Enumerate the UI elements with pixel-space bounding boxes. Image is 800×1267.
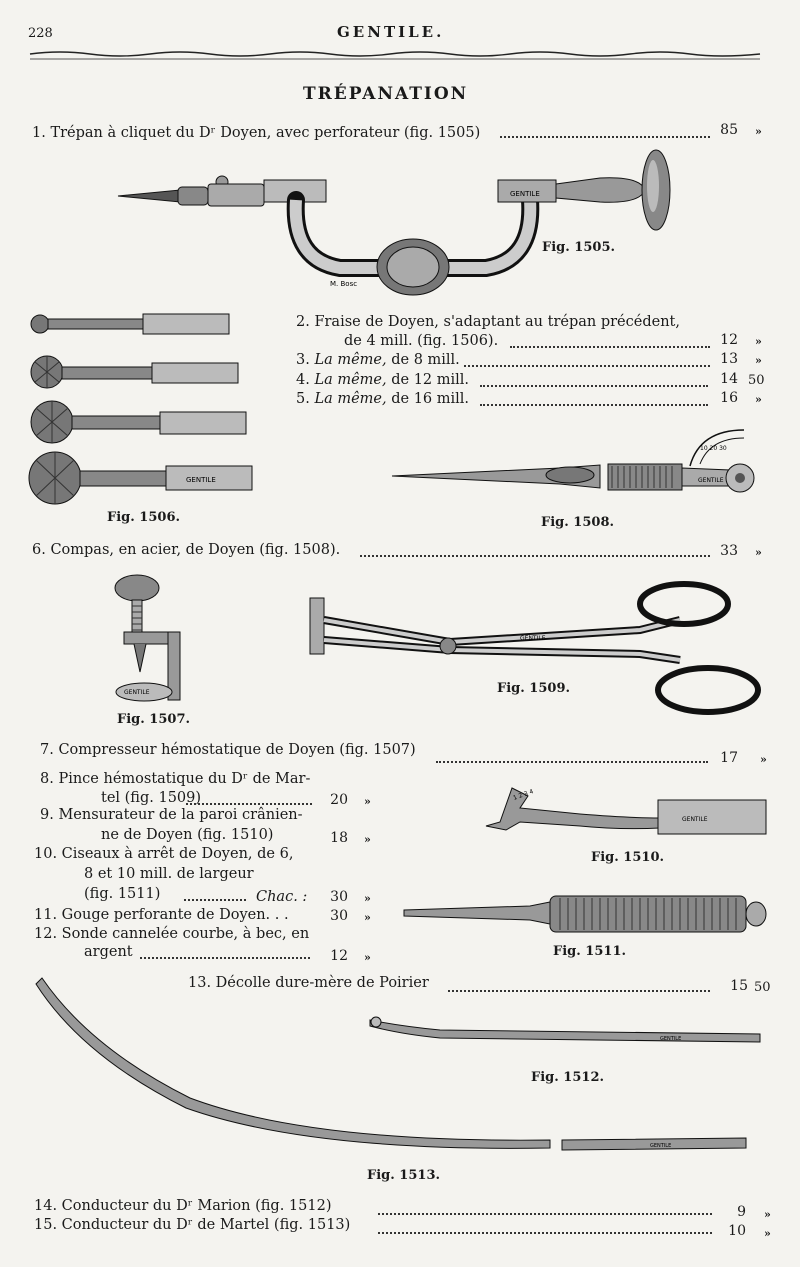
item-6-price: 33 (720, 543, 738, 559)
forceps-illustration (300, 580, 780, 720)
item-15-price: 10 (728, 1223, 746, 1239)
gouge-illustration (400, 890, 780, 940)
caption-fig-1508: Fig. 1508. (541, 515, 615, 530)
leader-dots (140, 957, 310, 959)
leader-dots (436, 761, 708, 763)
caption-fig-1510: Fig. 1510. (591, 850, 665, 865)
measurer-illustration (480, 778, 780, 848)
item-9-line1: 9. Mensurateur de la paroi crânien- (40, 807, 303, 823)
item-7-text: 7. Compresseur hémostatique de Doyen (fig. 1507) (40, 742, 416, 758)
item-1-price: 85 (720, 122, 738, 138)
item-7-cents: » (760, 753, 767, 766)
item-15-cents: » (764, 1227, 771, 1240)
item-12-cents: » (364, 951, 371, 964)
item-13-cents: 50 (754, 980, 771, 995)
item-8-cents: » (364, 795, 371, 808)
item-10-chac: Chac. : (256, 889, 308, 905)
leader-dots (480, 385, 708, 387)
item-12-line2: argent (84, 944, 133, 960)
svg-text:10 20 30: 10 20 30 (700, 445, 727, 452)
caption-fig-1505: Fig. 1505. (542, 240, 616, 255)
leader-dots (360, 555, 710, 557)
item-8-line2: tel (fig. 1509) (101, 790, 202, 806)
martel-conductor-illustration (30, 968, 790, 1158)
item-2-price: 12 (720, 332, 738, 348)
caption-fig-1509: Fig. 1509. (497, 681, 571, 696)
item-11-cents: » (364, 911, 371, 924)
compressor-illustration (100, 570, 240, 720)
svg-text:GENTILE: GENTILE (682, 816, 708, 823)
item-14-price: 9 (737, 1204, 746, 1220)
item-12-line1: 12. Sonde cannelée courbe, à bec, en (34, 926, 310, 942)
item-10-line2: 8 et 10 mill. de largeur (84, 866, 254, 882)
item-14-cents: » (764, 1208, 771, 1221)
item-1-cents: » (755, 125, 762, 138)
caption-fig-1513: Fig. 1513. (367, 1168, 441, 1183)
item-3-price: 13 (720, 351, 738, 367)
item-15-text: 15. Conducteur du Dʳ de Martel (fig. 1513) (34, 1217, 351, 1233)
item-7-price: 17 (720, 750, 738, 766)
leader-dots (464, 365, 710, 367)
item-4-cents: 50 (748, 373, 765, 388)
item-5-line: 5. La même, de 16 mill. (296, 391, 470, 407)
leader-dots (378, 1232, 712, 1234)
item-10-cents: » (364, 892, 371, 905)
item-11-price: 30 (330, 908, 348, 924)
item-2-cents: » (755, 335, 762, 348)
artist-signature: M. Bosc (330, 280, 358, 288)
item-9-price: 18 (330, 830, 348, 846)
section-title: TRÉPANATION (303, 84, 469, 104)
item-5-price: 16 (720, 390, 738, 406)
leader-dots (184, 899, 246, 901)
item-9-cents: » (364, 833, 371, 846)
item-8-line1: 8. Pince hémostatique du Dʳ de Mar- (40, 771, 311, 787)
gentile-mark: GENTILE (510, 190, 540, 198)
item-13-text: 13. Décolle dure-mère de Poirier (188, 975, 429, 991)
item-4-line: 4. La même, de 12 mill. (296, 372, 470, 388)
item-3-line: 3. La même, de 8 mill. (296, 352, 460, 368)
svg-text:GENTILE: GENTILE (650, 1143, 672, 1149)
caption-fig-1511: Fig. 1511. (553, 944, 627, 959)
item-9-line2: ne de Doyen (fig. 1510) (101, 827, 274, 843)
item-2-line2: de 4 mill. (fig. 1506). (344, 333, 499, 349)
item-14-text: 14. Conducteur du Dʳ Marion (fig. 1512) (34, 1198, 332, 1214)
leader-dots (480, 404, 708, 406)
svg-text:GENTILE: GENTILE (186, 476, 216, 484)
item-1-text: 1. Trépan à cliquet du Dʳ Doyen, avec perforateur (fig. 1505) (32, 125, 481, 141)
svg-text:GENTILE: GENTILE (660, 1036, 682, 1042)
svg-text:1 2 3 4: 1 2 3 4 (512, 788, 535, 802)
header-rule (0, 48, 800, 68)
leader-dots (378, 1213, 712, 1215)
item-10-price: 30 (330, 889, 348, 905)
item-10-line1: 10. Ciseaux à arrêt de Doyen, de 6, (34, 846, 294, 862)
item-10-line3: (fig. 1511) (84, 886, 161, 902)
item-13-price: 15 (730, 978, 748, 994)
item-6-cents: » (755, 546, 762, 559)
svg-text:GENTILE: GENTILE (698, 477, 724, 484)
leader-dots (186, 803, 312, 805)
caption-fig-1512: Fig. 1512. (531, 1070, 605, 1085)
item-3-cents: » (755, 354, 762, 367)
item-4-price: 14 (720, 371, 738, 387)
svg-text:GENTILE: GENTILE (520, 635, 546, 642)
item-8-price: 20 (330, 792, 348, 808)
compass-illustration (0, 420, 800, 510)
trepan-brace-illustration (0, 140, 800, 300)
running-title: GENTILE. (337, 23, 445, 41)
item-5-cents: » (755, 393, 762, 406)
svg-text:GENTILE: GENTILE (124, 689, 150, 696)
item-6-text: 6. Compas, en acier, de Doyen (fig. 1508). (32, 542, 341, 558)
caption-fig-1507: Fig. 1507. (117, 712, 191, 727)
leader-dots (510, 346, 710, 348)
leader-dots (500, 136, 710, 138)
item-11-text: 11. Gouge perforante de Doyen. . . (34, 907, 289, 923)
item-12-price: 12 (330, 948, 348, 964)
page-number: 228 (28, 26, 53, 41)
item-2-line1: 2. Fraise de Doyen, s'adaptant au trépan précédent, (296, 314, 680, 330)
caption-fig-1506: Fig. 1506. (107, 510, 181, 525)
